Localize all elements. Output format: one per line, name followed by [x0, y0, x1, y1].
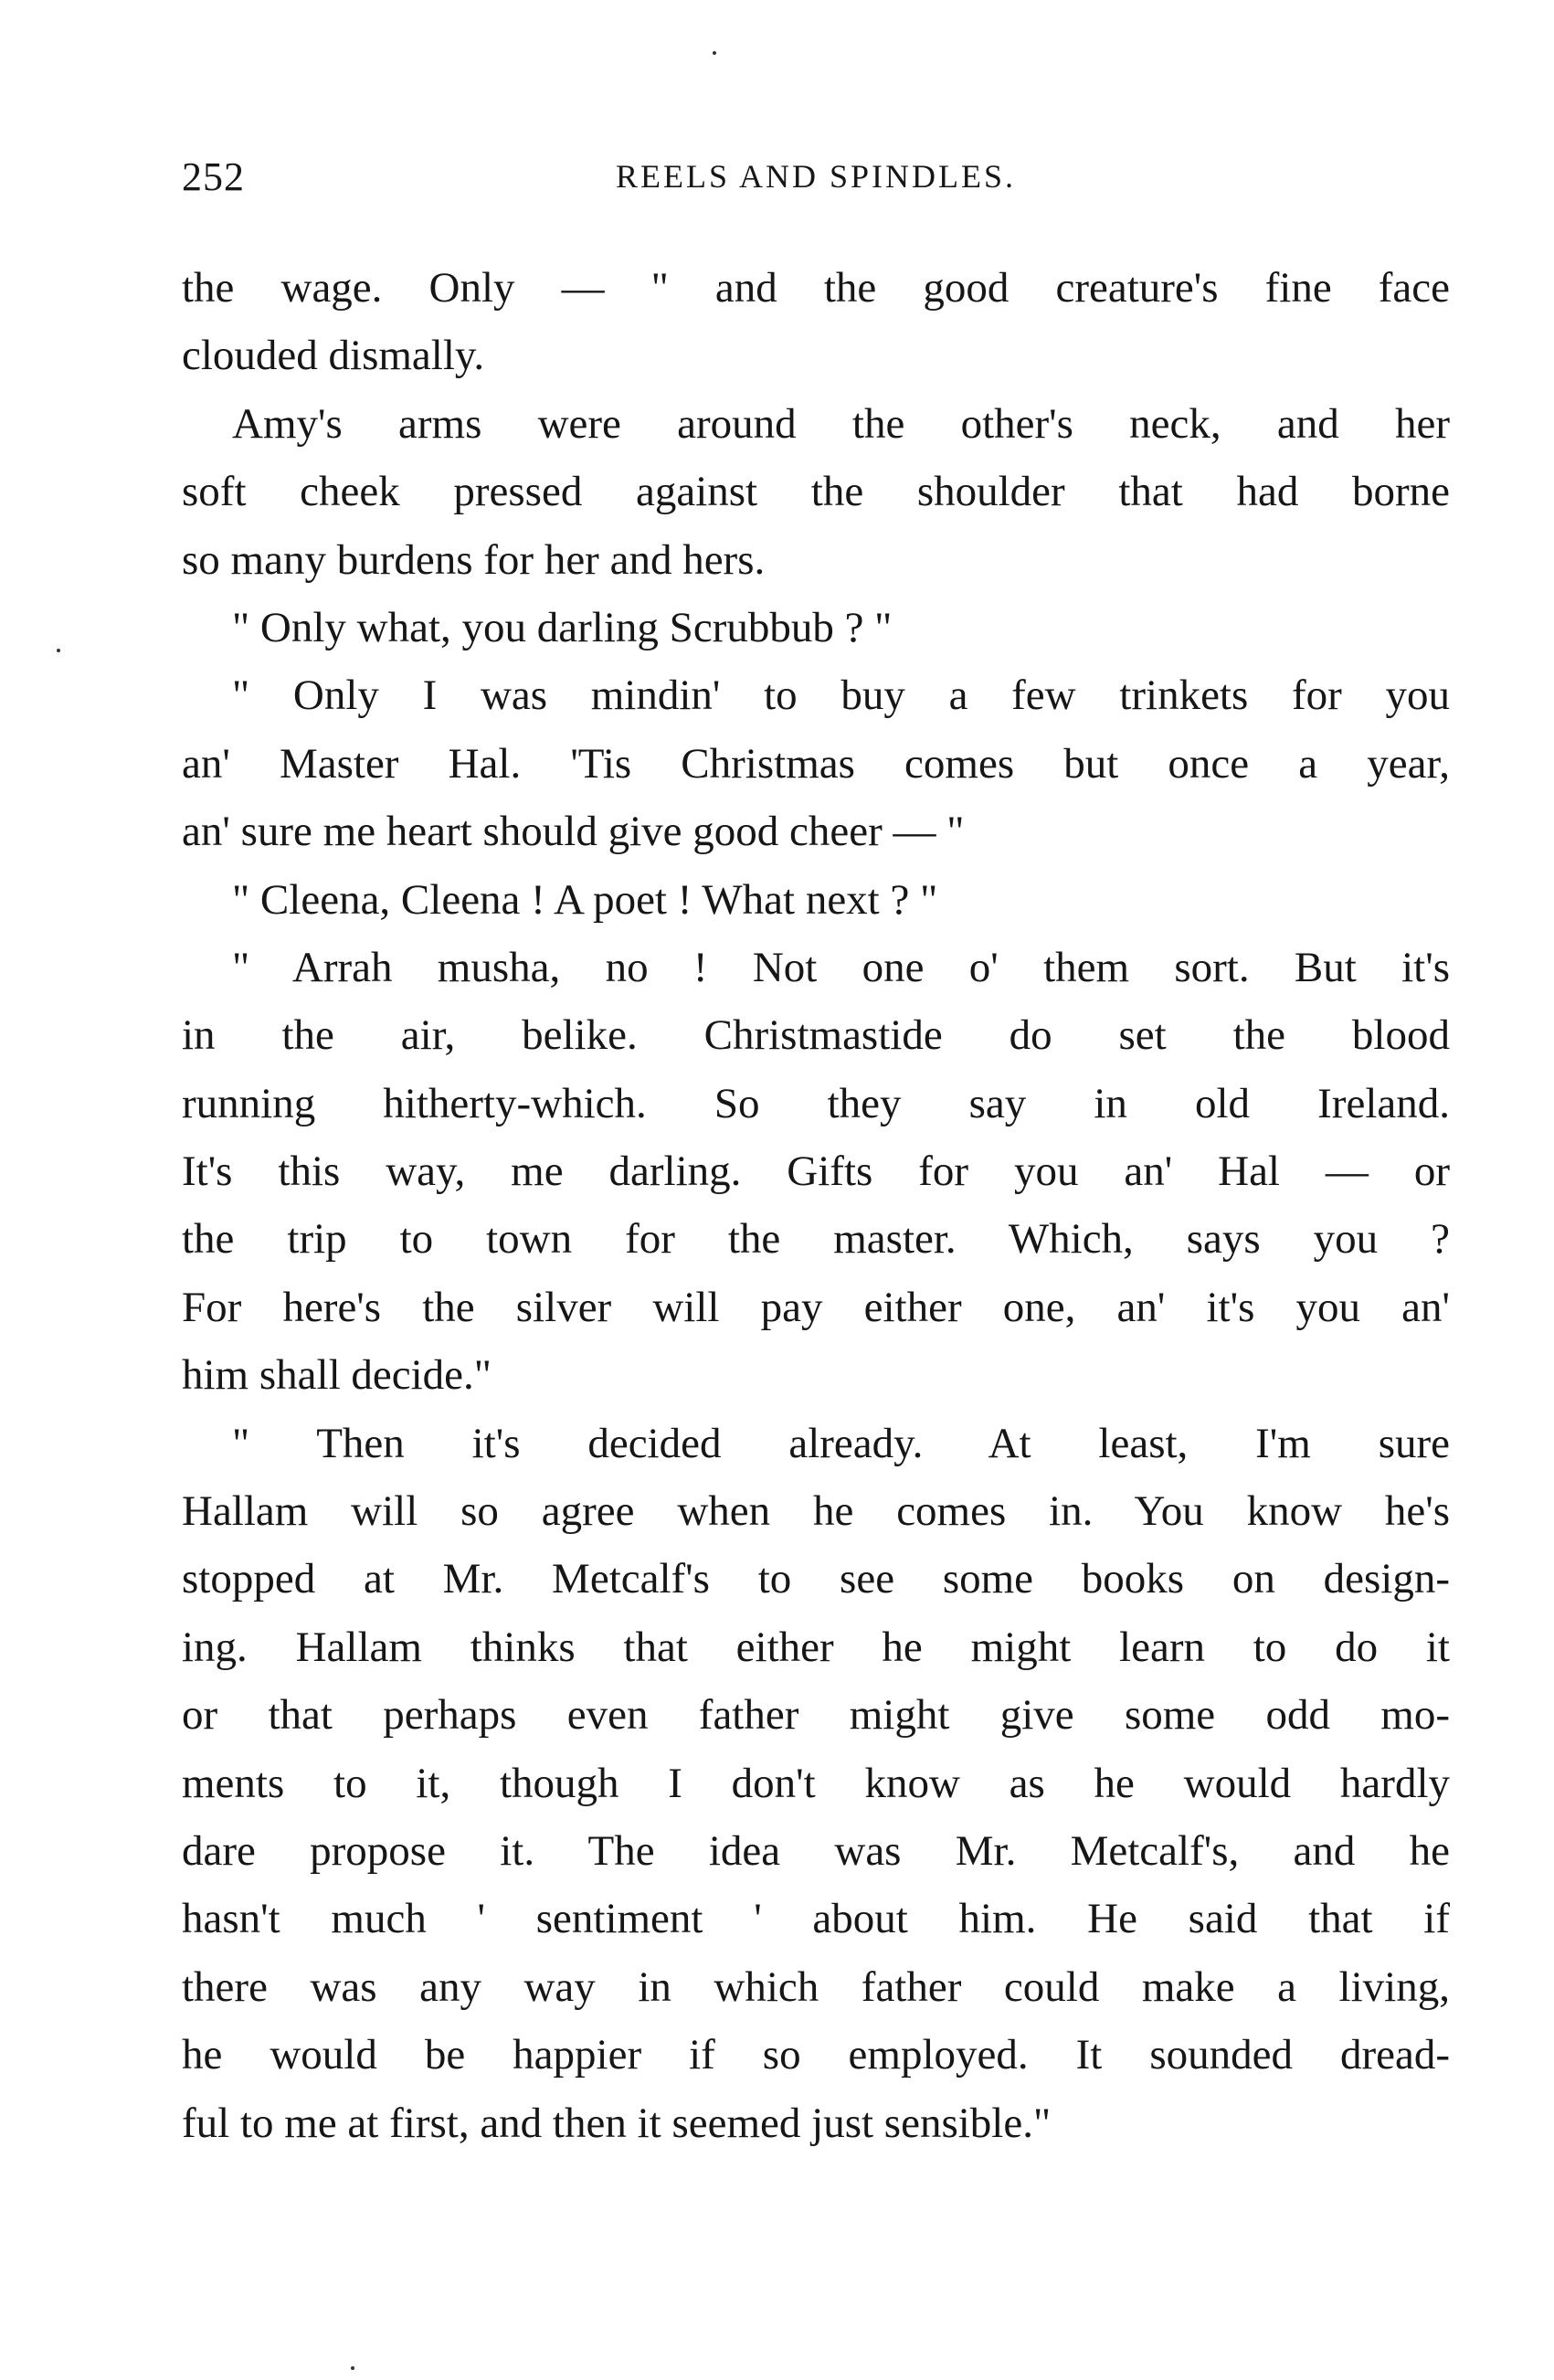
page-body-text: [182, 254, 1450, 2157]
text-line: hasn't much ' sentiment ' about him. He said that if: [182, 1895, 1450, 1943]
text-line: so many burdens for her and hers.: [182, 535, 766, 584]
text-line: For here's the silver will pay either one, an' it's you an': [182, 1283, 1450, 1331]
text-line: in the air, belike. Christmastide do set the blood: [182, 1011, 1450, 1060]
text-line: " Cleena, Cleena ! A poet ! What next ? ": [232, 875, 938, 924]
running-title: REELS AND SPINDLES.: [615, 158, 1017, 195]
text-line: stopped at Mr. Metcalf's to see some books on design-: [182, 1555, 1450, 1603]
text-line: or that perhaps even father might give some odd mo-: [182, 1691, 1450, 1740]
text-line: " Then it's decided already. At least, I'm sure: [232, 1419, 1450, 1467]
text-line: Amy's arms were around the other's neck, and her: [232, 399, 1450, 448]
text-line: dare propose it. The idea was Mr. Metcalf's, and he: [182, 1826, 1450, 1875]
text-line: the trip to town for the master. Which, says you ?: [182, 1215, 1450, 1264]
text-line: an' sure me heart should give good cheer — ": [182, 808, 965, 856]
running-header: [182, 153, 1450, 208]
text-line: there was any way in which father could make a living,: [182, 1962, 1450, 2011]
text-line: Hallam will so agree when he comes in. You know he's: [182, 1487, 1450, 1536]
text-line: clouded dismally.: [182, 332, 485, 380]
text-line: soft cheek pressed against the shoulder that had borne: [182, 468, 1450, 516]
text-line: he would be happier if so employed. It sounded dread-: [182, 2031, 1450, 2079]
speck-mark: [57, 649, 60, 652]
text-line: an' Master Hal. 'Tis Christmas comes but once a year,: [182, 739, 1450, 788]
text-line: " Arrah musha, no ! Not one o' them sort. But it's: [232, 943, 1450, 991]
text-line: " Only I was mindin' to buy a few trinkets for you: [232, 672, 1450, 720]
text-line: ing. Hallam thinks that either he might learn to do it: [182, 1623, 1450, 1671]
text-line: ful to me at first, and then it seemed just sensible.": [182, 2099, 1052, 2147]
text-line: " Only what, you darling Scrubbub ? ": [232, 603, 893, 651]
speck-mark: [713, 51, 716, 55]
text-line: It's this way, me darling. Gifts for you an' Hal — or: [182, 1148, 1450, 1196]
text-line: running hitherty-which. So they say in old Ireland.: [182, 1079, 1450, 1127]
speck-mark: [351, 2366, 354, 2370]
page-number: 252: [182, 154, 245, 199]
text-line: the wage. Only — " and the good creature's fine face: [182, 264, 1450, 312]
text-line: him shall decide.": [182, 1351, 492, 1400]
text-line: ments to it, though I don't know as he would hardly: [182, 1759, 1450, 1807]
